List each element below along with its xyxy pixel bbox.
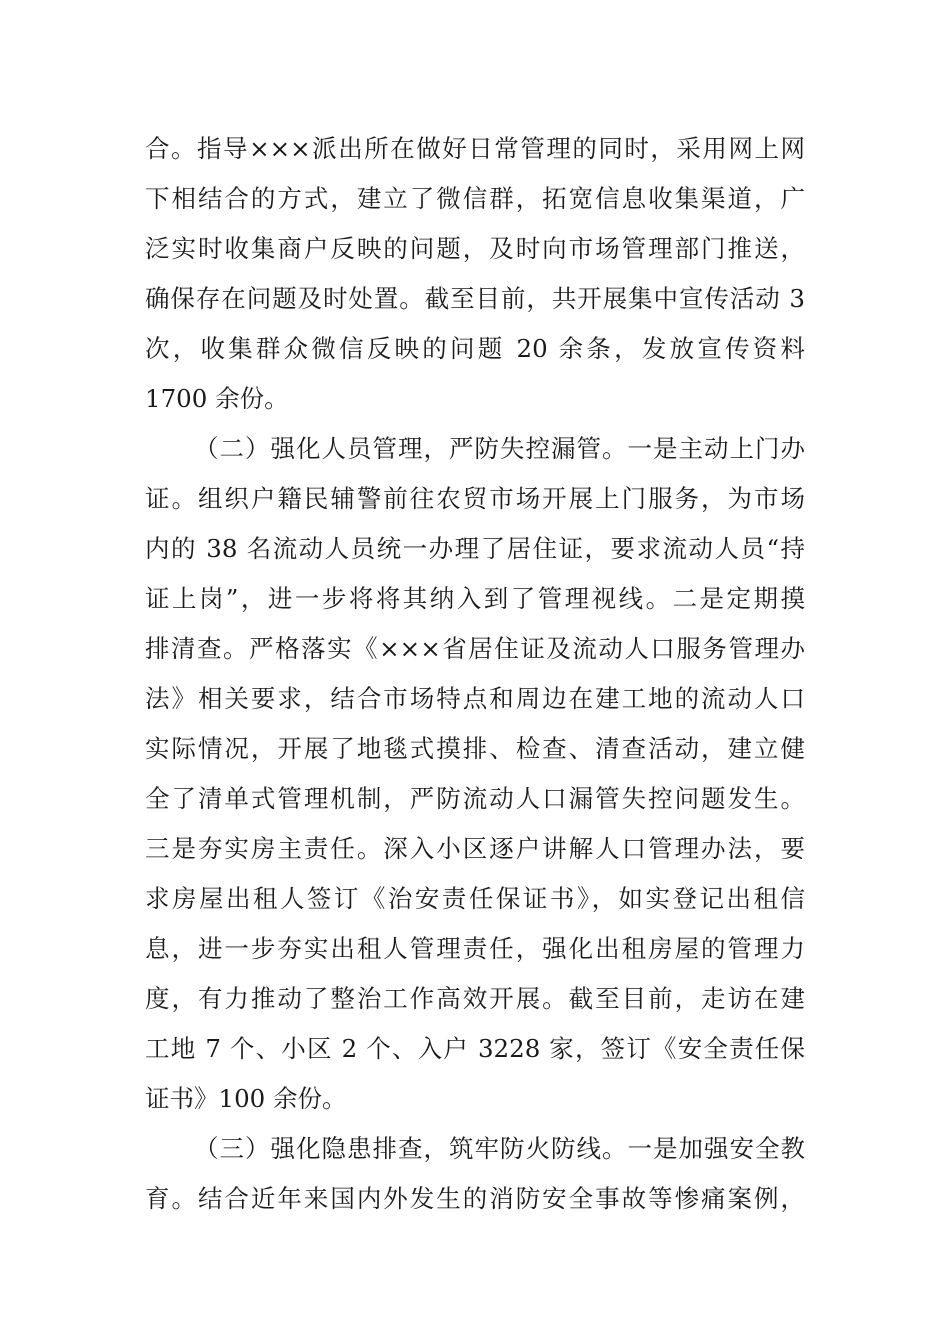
text-line-20: 证书》100 余份。 xyxy=(145,1084,347,1113)
text-line-3: 泛实时收集商户反映的问题，及时向市场管理部门推送， xyxy=(145,234,805,263)
text-line-9: 内的 38 名流动人员统一办理了居住证，要求流动人员“持 xyxy=(145,534,805,563)
text-line-12: 法》相关要求，结合市场特点和周边在建工地的流动人口 xyxy=(145,684,805,713)
text-line-6: 1700 余份。 xyxy=(145,384,289,413)
text-line-1: 合。指导×××派出所在做好日常管理的同时，采用网上网 xyxy=(145,134,805,163)
text-line-5: 次，收集群众微信反映的问题 20 余条，发放宣传资料 xyxy=(145,334,805,363)
text-line-19: 工地 7 个、小区 2 个、入户 3228 家，签订《安全责任保 xyxy=(145,1034,805,1063)
text-line-4: 确保存在问题及时处置。截至目前，共开展集中宣传活动 3 xyxy=(145,284,805,313)
text-line-22: 育。结合近年来国内外发生的消防安全事故等惨痛案例， xyxy=(145,1184,805,1213)
text-line-13: 实际情况，开展了地毯式摸排、检查、清查活动，建立健 xyxy=(145,734,805,763)
text-line-18: 度，有力推动了整治工作高效开展。截至目前，走访在建 xyxy=(145,984,805,1013)
text-line-17: 息，进一步夯实出租人管理责任，强化出租房屋的管理力 xyxy=(145,934,805,963)
text-line-16: 求房屋出租人签订《治安责任保证书》，如实登记出租信 xyxy=(145,884,805,913)
text-line-15: 三是夯实房主责任。深入小区逐户讲解人口管理办法，要 xyxy=(145,834,805,863)
text-line-11: 排清查。严格落实《×××省居住证及流动人口服务管理办 xyxy=(145,634,805,663)
text-line-7: （二）强化人员管理，严防失控漏管。一是主动上门办 xyxy=(194,434,805,463)
text-line-2: 下相结合的方式，建立了微信群，拓宽信息收集渠道，广 xyxy=(145,184,805,213)
text-line-14: 全了清单式管理机制，严防流动人口漏管失控问题发生。 xyxy=(145,784,805,813)
text-line-21: （三）强化隐患排查，筑牢防火防线。一是加强安全教 xyxy=(194,1134,805,1163)
text-line-10: 证上岗”，进一步将将其纳入到了管理视线。二是定期摸 xyxy=(145,584,805,613)
text-line-8: 证。组织户籍民辅警前往农贸市场开展上门服务，为市场 xyxy=(145,484,805,513)
